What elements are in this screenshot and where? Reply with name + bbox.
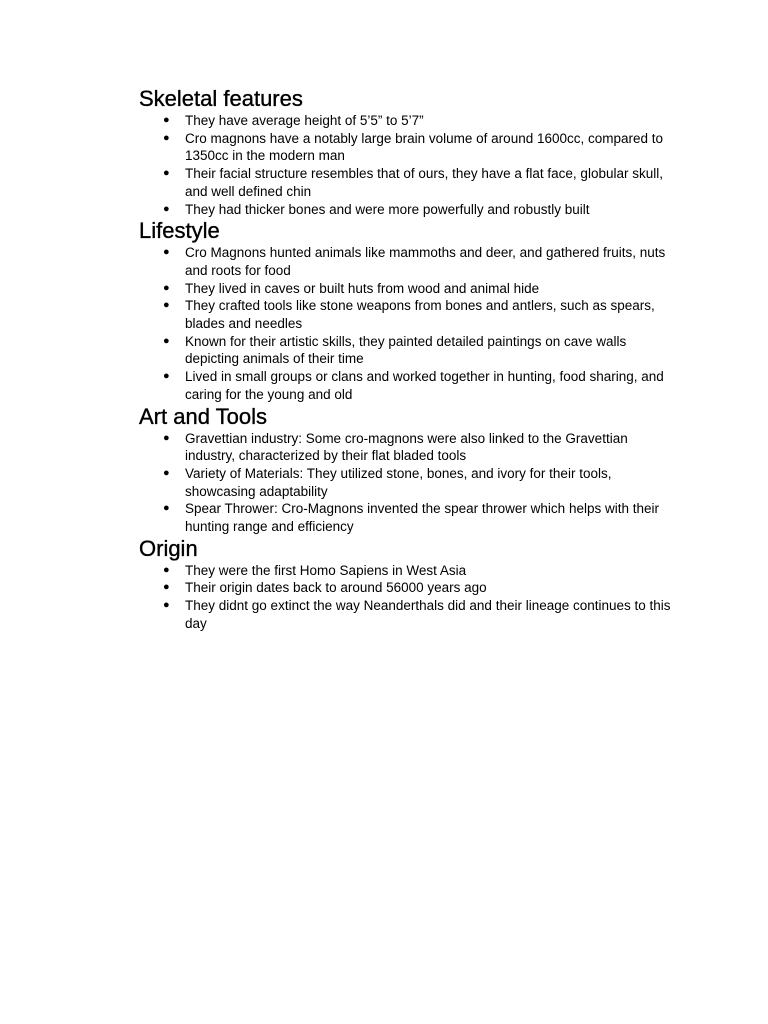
bullet-icon: ● xyxy=(163,246,170,259)
bullet-list-art-and-tools xyxy=(139,430,678,536)
list-item-text: Gravettian industry: Some cro-magnons were also linked to the Gravettian industry, characterized by their flat bladed tools xyxy=(185,430,628,464)
bullet-icon: ● xyxy=(163,114,170,126)
list-item-text: They had thicker bones and were more powerfully and robustly built xyxy=(185,201,590,217)
list-item xyxy=(139,597,678,632)
list-item xyxy=(139,579,678,597)
bullet-icon: ● xyxy=(163,502,170,515)
list-item xyxy=(139,368,678,403)
bullet-icon: ● xyxy=(163,299,170,312)
bullet-icon: ● xyxy=(163,202,170,215)
bullet-icon: ● xyxy=(163,131,170,144)
bullet-icon: ● xyxy=(163,581,170,594)
list-item xyxy=(139,500,678,535)
heading-skeletal-features: Skeletal features xyxy=(139,86,303,111)
list-item-text: Known for their artistic skills, they painted detailed paintings on cave walls depicting animals of their time xyxy=(185,333,627,367)
list-item-text: They have average height of 5’5” to 5’7” xyxy=(185,113,424,128)
list-item-text: Their facial structure resembles that of ours, they have a flat face, globular skull, and well defined chin xyxy=(185,166,663,199)
bullet-icon: ● xyxy=(163,466,170,479)
list-item-text: Cro Magnons hunted animals like mammoths and deer, and gathered fruits, nuts and roots for food xyxy=(185,245,666,278)
bullet-icon: ● xyxy=(163,370,170,383)
bullet-icon: ● xyxy=(163,281,170,294)
list-item xyxy=(139,333,678,368)
bullet-icon: ● xyxy=(163,599,170,612)
list-item-text: Variety of Materials: They utilized stone, bones, and ivory for their tools, showcasing adaptability xyxy=(185,465,612,499)
list-item-text: They didnt go extinct the way Neanderthals did and their lineage continues to this day xyxy=(185,598,671,631)
list-item xyxy=(139,430,678,465)
heading-lifestyle: Lifestyle xyxy=(139,218,220,244)
list-item-text: Lived in small groups or clans and worked together in hunting, food sharing, and caring for the young and old xyxy=(185,369,664,402)
heading-origin: Origin xyxy=(139,535,198,561)
bullet-icon: ● xyxy=(163,167,170,180)
bullet-list-lifestyle xyxy=(139,244,678,403)
list-item xyxy=(139,562,678,580)
heading-art-and-tools: Art and Tools xyxy=(139,403,268,429)
list-item xyxy=(139,201,678,219)
list-item xyxy=(139,130,678,165)
list-item-text: Cro magnons have a notably large brain volume of around 1600cc, compared to 1350cc in the modern man xyxy=(185,130,664,164)
list-item-text: They were the first Homo Sapiens in West Asia xyxy=(185,562,467,578)
list-item xyxy=(139,280,678,298)
bullet-icon: ● xyxy=(163,563,170,576)
list-item-text: Spear Thrower: Cro-Magnons invented the spear thrower which helps with their hunting range and efficiency xyxy=(185,501,659,535)
list-item-text: They crafted tools like stone weapons from bones and antlers, such as spears, blades and needles xyxy=(185,298,655,332)
bullet-list-skeletal-features xyxy=(139,112,678,218)
list-item-text: They lived in caves or built huts from wood and animal hide xyxy=(185,280,540,296)
list-item-text: Their origin dates back to around 56000 years ago xyxy=(185,580,487,596)
bullet-icon: ● xyxy=(163,431,170,444)
list-item xyxy=(139,297,678,332)
bullet-list-origin xyxy=(139,562,678,633)
list-item xyxy=(139,165,678,200)
list-item xyxy=(139,465,678,500)
list-item xyxy=(139,112,678,130)
bullet-icon: ● xyxy=(163,334,170,347)
list-item xyxy=(139,244,678,279)
